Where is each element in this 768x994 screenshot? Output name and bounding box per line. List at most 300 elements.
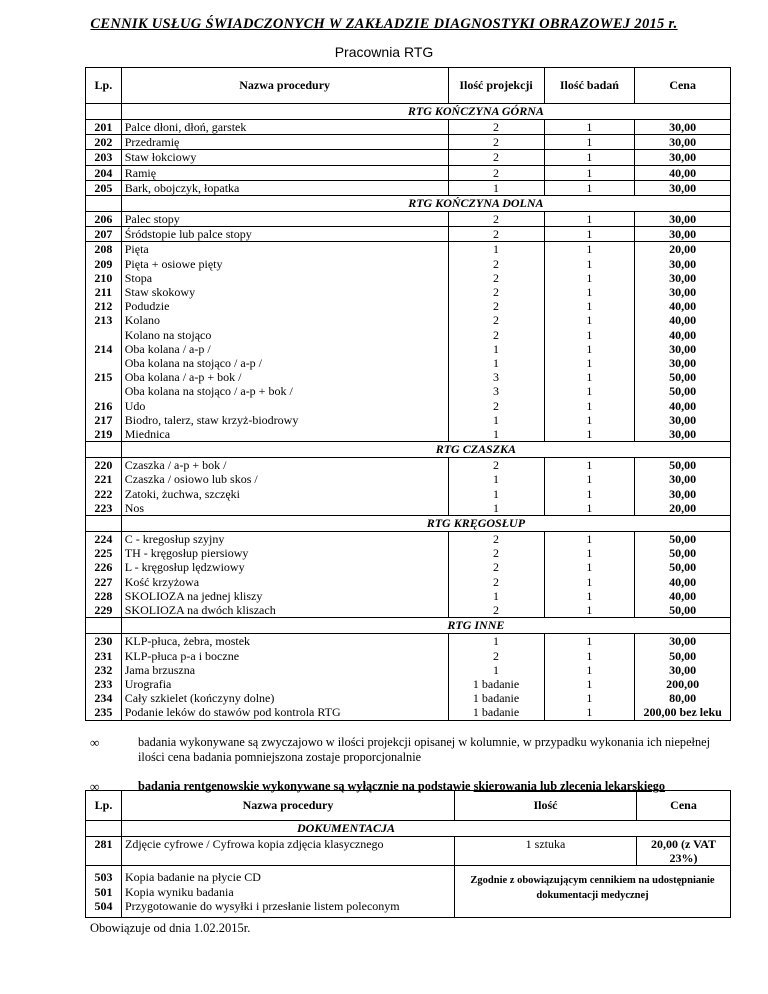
- row-price: 50,00: [669, 370, 697, 385]
- section-spacer: [86, 104, 122, 120]
- row-count-cell: [544, 165, 635, 180]
- row-lp: 209: [94, 256, 113, 271]
- row-count: 1: [586, 691, 593, 706]
- table-row: [86, 242, 731, 442]
- row-count-cell: [544, 634, 635, 720]
- table-row: [86, 634, 731, 720]
- doc-row-lp: 503: [94, 870, 113, 885]
- row-name: Kość krzyżowa: [124, 574, 200, 589]
- row-count-cell: [544, 242, 635, 442]
- row-lp: 212: [94, 299, 113, 314]
- row-lp: 216: [94, 398, 113, 413]
- row-name: Kolano na stojąco: [124, 327, 212, 342]
- row-count-cell: [544, 180, 635, 195]
- section-spacer: [86, 516, 122, 532]
- row-count: 1: [586, 412, 593, 427]
- row-price: 30,00: [669, 427, 697, 442]
- row-price: 50,00: [669, 560, 697, 575]
- row-lp-cell: [86, 180, 122, 195]
- row-count: 1: [586, 648, 593, 663]
- section-title-text: RTG KRĘGOSŁUP: [426, 516, 526, 531]
- row-price: 40,00: [669, 398, 697, 413]
- section-title: [121, 618, 730, 634]
- row-projections: 1: [493, 662, 500, 677]
- row-projections: 2: [493, 285, 500, 300]
- row-projections: 1: [493, 242, 500, 257]
- row-name-cell: [121, 458, 448, 516]
- row-lp-cell: [86, 150, 122, 165]
- row-name: Jama brzuszna: [124, 662, 196, 677]
- row-count: 1: [586, 458, 593, 473]
- col-price: Cena: [635, 68, 731, 104]
- row-count: 1: [586, 472, 593, 487]
- row-name-cell: [121, 180, 448, 195]
- doc-col-lp: Lp.: [86, 791, 122, 821]
- row-name-cell: [121, 242, 448, 442]
- row-lp: 217: [94, 412, 113, 427]
- section-title-text: RTG INNE: [447, 618, 505, 633]
- row-projections: 1: [493, 180, 500, 195]
- row-lp-cell: [86, 458, 122, 516]
- documentation-table: [85, 790, 731, 918]
- note-text: badania wykonywane są zwyczajowo w ilości projekcji opisanej w kolumnie, w przypadku wykonania ich niepełnej ilości cena badania pomniejszona zostaje proporcjonalnie: [138, 735, 710, 764]
- row-name-cell: [121, 212, 448, 227]
- row-count: 1: [586, 603, 593, 618]
- row-count-cell: [544, 212, 635, 227]
- row-lp: 233: [94, 676, 113, 691]
- row-count: 1: [586, 120, 593, 134]
- row-price: 30,00: [669, 412, 697, 427]
- row-lp: 232: [94, 662, 113, 677]
- table-row: [86, 150, 731, 165]
- row-projections: 2: [493, 313, 500, 328]
- doc-row-lp-cell: [86, 866, 122, 918]
- table-header-row: [86, 68, 731, 104]
- row-price: 30,00: [669, 356, 697, 371]
- row-name: Czaszka / osiowo lub skos /: [124, 472, 258, 487]
- row-name: Oba kolana / a-p /: [124, 341, 211, 356]
- row-price: 30,00: [669, 472, 697, 487]
- row-price: 40,00: [669, 299, 697, 314]
- row-price-cell: [635, 212, 731, 227]
- section-row: [86, 442, 731, 458]
- row-projections: 1: [493, 472, 500, 487]
- section-spacer: [86, 821, 122, 837]
- doc-row: [86, 837, 731, 866]
- doc-row-lp: 504: [94, 898, 113, 913]
- note-text-underlined: skierowania lub zlecenia lekarskiego: [473, 779, 665, 793]
- row-price: 80,00: [669, 691, 697, 706]
- row-price: 40,00: [669, 165, 697, 180]
- row-projections: 3: [493, 370, 500, 385]
- row-projections: 2: [493, 227, 500, 242]
- row-count: 1: [586, 180, 593, 195]
- row-price: 30,00: [669, 227, 697, 242]
- section-title: [121, 196, 730, 212]
- row-count: 1: [586, 165, 593, 180]
- row-name: KLP-płuca p-a i boczne: [124, 648, 240, 663]
- document-subtitle: Pracownia RTG: [334, 44, 434, 60]
- row-projections: 2: [493, 398, 500, 413]
- row-projections-cell: [448, 180, 544, 195]
- row-projections: 2: [493, 120, 500, 134]
- row-lp: 226: [94, 560, 113, 575]
- doc-row-name: Kopia wyniku badania: [125, 884, 234, 899]
- row-lp: 202: [94, 135, 113, 150]
- row-name: Oba kolana na stojąco / a-p /: [124, 356, 263, 371]
- row-name-cell: [121, 120, 448, 135]
- section-spacer: [86, 196, 122, 212]
- row-count: 1: [586, 560, 593, 575]
- section-title-text: RTG KOŃCZYNA GÓRNA: [407, 104, 544, 118]
- validity-date: Obowiązuje od dnia 1.02.2015r.: [90, 921, 251, 935]
- row-name: Przedramię: [124, 135, 180, 150]
- row-lp: 215: [94, 370, 113, 385]
- row-lp: 210: [94, 270, 113, 285]
- col-count: Ilość badań: [544, 68, 635, 104]
- row-lp: 225: [94, 546, 113, 561]
- row-lp: 208: [94, 242, 113, 257]
- row-count: 1: [586, 150, 593, 165]
- section-spacer: [86, 442, 122, 458]
- row-count: 1: [586, 427, 593, 442]
- row-projections-cell: [448, 634, 544, 720]
- row-price-cell: [635, 180, 731, 195]
- row-projections: 1: [493, 500, 500, 515]
- row-lp: [89, 328, 118, 342]
- row-name: Urografia: [124, 676, 172, 691]
- row-count: 1: [586, 676, 593, 691]
- row-price: 20,00: [669, 242, 697, 257]
- row-price: 50,00: [669, 648, 697, 663]
- row-price: 30,00: [669, 180, 697, 195]
- doc-col-qty: Ilość: [455, 791, 637, 821]
- row-count-cell: [544, 532, 635, 618]
- section-row: [86, 618, 731, 634]
- row-name: Czaszka / a-p + bok /: [124, 458, 227, 473]
- row-count: 1: [586, 500, 593, 515]
- row-count: 1: [586, 588, 593, 603]
- row-name: Śródstopie lub palce stopy: [124, 227, 252, 242]
- row-count: 1: [586, 634, 593, 649]
- row-name: Palec stopy: [124, 212, 180, 227]
- row-count: 1: [586, 384, 593, 399]
- row-count: 1: [586, 705, 593, 720]
- row-count: 1: [586, 285, 593, 300]
- row-price: 20,00: [669, 500, 697, 515]
- row-name: Oba kolana / a-p + bok /: [124, 370, 242, 385]
- row-lp-cell: [86, 135, 122, 150]
- row-name: TH - kręgosłup piersiowy: [124, 546, 249, 561]
- row-name-cell: [121, 165, 448, 180]
- col-projections: Ilość projekcji: [448, 68, 544, 104]
- row-lp: 204: [94, 165, 113, 180]
- price-table: [85, 67, 731, 721]
- row-price-cell: [635, 150, 731, 165]
- row-projections: 1 badanie: [472, 691, 520, 706]
- row-projections: 1: [493, 356, 500, 371]
- row-price: 50,00: [669, 546, 697, 561]
- row-price: 50,00: [669, 458, 697, 473]
- note-text: badania rentgenowskie wykonywane są wyłącznie na podstawie: [138, 779, 474, 793]
- row-name: L - kręgosłup lędzwiowy: [124, 560, 245, 575]
- row-count: 1: [586, 356, 593, 371]
- row-projections: 2: [493, 165, 500, 180]
- row-projections: 2: [493, 560, 500, 575]
- row-projections: 2: [493, 458, 500, 473]
- row-price: 30,00: [669, 150, 697, 165]
- row-price: 30,00: [669, 270, 697, 285]
- row-name: Nos: [124, 500, 145, 515]
- row-price: 40,00: [669, 327, 697, 342]
- row-count: 1: [586, 299, 593, 314]
- section-title-text: RTG CZASZKA: [435, 442, 517, 457]
- doc-row-qty: 1 sztuka: [455, 837, 637, 866]
- row-name: Oba kolana na stojąco / a-p + bok /: [124, 384, 293, 399]
- row-lp: 234: [94, 691, 113, 706]
- row-count-cell: [544, 120, 635, 135]
- row-projections-cell: [448, 165, 544, 180]
- row-price-cell: [635, 458, 731, 516]
- section-row: [86, 516, 731, 532]
- row-name: Cały szkielet (kończyny dolne): [124, 691, 275, 706]
- row-name-cell: [121, 634, 448, 720]
- row-price: 200,00 bez leku: [643, 705, 722, 720]
- row-count: 1: [586, 270, 593, 285]
- note-projections: [90, 735, 730, 765]
- row-lp: 213: [94, 313, 113, 328]
- doc-row-name: Zdjęcie cyfrowe / Cyfrowa kopia zdjęcia klasycznego: [122, 837, 455, 866]
- row-projections: 2: [493, 532, 500, 547]
- table-row: [86, 120, 731, 135]
- row-lp: 221: [94, 472, 113, 487]
- row-projections: 3: [493, 384, 500, 399]
- section-title: [121, 442, 730, 458]
- section-title-text: RTG KOŃCZYNA DOLNA: [408, 196, 544, 211]
- row-projections-cell: [448, 120, 544, 135]
- row-price: 30,00: [669, 662, 697, 677]
- row-price: 30,00: [669, 486, 697, 501]
- row-lp: 219: [94, 427, 113, 442]
- row-name-cell: [121, 135, 448, 150]
- row-count-cell: [544, 458, 635, 516]
- row-count: 1: [586, 135, 593, 150]
- bullet-icon: ∞: [90, 779, 100, 794]
- row-count: 1: [586, 327, 593, 342]
- table-row: [86, 135, 731, 150]
- row-projections: 1: [493, 341, 500, 356]
- row-price: 30,00: [669, 634, 697, 649]
- row-lp-cell: [86, 532, 122, 618]
- row-price: 40,00: [669, 574, 697, 589]
- row-price: 200,00: [666, 676, 700, 691]
- row-price: 30,00: [669, 135, 697, 150]
- row-lp: 211: [94, 285, 113, 300]
- row-price: 30,00: [669, 256, 697, 271]
- row-lp: 207: [94, 227, 113, 242]
- doc-row: [86, 866, 731, 918]
- row-projections: 2: [493, 212, 500, 227]
- row-name: Palce dłoni, dłoń, garstek: [124, 120, 247, 134]
- row-lp-cell: [86, 634, 122, 720]
- row-projections: 1: [493, 588, 500, 603]
- row-name: Staw łokciowy: [124, 150, 197, 165]
- row-count-cell: [544, 227, 635, 242]
- section-spacer: [86, 618, 122, 634]
- table-row: [86, 532, 731, 618]
- row-name: Staw skokowy: [124, 285, 196, 300]
- row-projections: 2: [493, 327, 500, 342]
- doc-row-lp: 501: [94, 884, 113, 899]
- row-count: 1: [586, 256, 593, 271]
- row-count: 1: [586, 398, 593, 413]
- table-row: [86, 180, 731, 195]
- row-name: Ramię: [124, 165, 157, 180]
- row-price: 40,00: [669, 588, 697, 603]
- row-projections: 2: [493, 270, 500, 285]
- row-count: 1: [586, 370, 593, 385]
- row-lp: 227: [94, 574, 113, 589]
- row-count-cell: [544, 150, 635, 165]
- col-lp: Lp.: [86, 68, 122, 104]
- row-count: 1: [586, 341, 593, 356]
- row-lp: 224: [94, 532, 113, 547]
- table-row: [86, 165, 731, 180]
- row-projections: 1: [493, 427, 500, 442]
- doc-row-lp: 281: [86, 837, 122, 866]
- row-lp: 222: [94, 486, 113, 501]
- doc-row-name: Przygotowanie do wysyłki i przesłanie listem poleconym: [125, 898, 400, 913]
- row-count-cell: [544, 135, 635, 150]
- row-count: 1: [586, 574, 593, 589]
- row-name: Kolano: [124, 313, 161, 328]
- doc-row-price: 20,00 (z VAT 23%): [637, 837, 731, 866]
- row-projections: 1: [493, 486, 500, 501]
- row-projections-cell: [448, 227, 544, 242]
- row-price-cell: [635, 135, 731, 150]
- row-price: 30,00: [669, 285, 697, 300]
- row-price-cell: [635, 165, 731, 180]
- row-name: KLP-płuca, żebra, mostek: [124, 634, 251, 649]
- doc-section-title: DOKUMENTACJA: [122, 821, 731, 837]
- row-projections: 2: [493, 546, 500, 561]
- document-title: CENNIK USŁUG ŚWIADCZONYCH W ZAKŁADZIE DIAGNOSTYKI OBRAZOWEJ 2015 r.: [90, 16, 678, 32]
- doc-row-name-cell: [122, 866, 455, 918]
- row-name: C - kregosłup szyjny: [124, 532, 225, 547]
- row-projections: 2: [493, 299, 500, 314]
- row-projections-cell: [448, 212, 544, 227]
- row-projections: 2: [493, 648, 500, 663]
- row-lp: 205: [94, 180, 113, 195]
- row-price: 40,00: [669, 313, 697, 328]
- row-lp: 220: [94, 458, 113, 473]
- row-count: 1: [586, 227, 593, 242]
- bullet-icon: ∞: [90, 735, 100, 750]
- row-name: Udo: [124, 398, 146, 413]
- row-lp-cell: [86, 212, 122, 227]
- row-price: 50,00: [669, 532, 697, 547]
- row-count: 1: [586, 546, 593, 561]
- row-lp: 214: [94, 341, 113, 356]
- row-projections-cell: [448, 458, 544, 516]
- row-lp: 228: [94, 588, 113, 603]
- row-price: 50,00: [669, 384, 697, 399]
- row-price-cell: [635, 242, 731, 442]
- row-projections: 2: [493, 574, 500, 589]
- row-projections: 1 badanie: [472, 705, 520, 720]
- row-projections-cell: [448, 135, 544, 150]
- row-lp: 230: [94, 634, 113, 649]
- table-row: [86, 212, 731, 227]
- row-count: 1: [586, 212, 593, 227]
- section-title: [121, 104, 730, 120]
- row-name: Stopa: [124, 270, 153, 285]
- row-lp-cell: [86, 227, 122, 242]
- row-name: SKOLIOZA na dwóch kliszach: [124, 603, 276, 618]
- row-name-cell: [121, 227, 448, 242]
- row-name: Podanie leków do stawów pod kontrola RTG: [124, 705, 341, 720]
- row-price: 30,00: [669, 341, 697, 356]
- row-name: Pięta + osiowe pięty: [124, 256, 223, 271]
- section-row: [86, 104, 731, 120]
- row-projections-cell: [448, 532, 544, 618]
- doc-header-row: [86, 791, 731, 821]
- table-row: [86, 458, 731, 516]
- row-name-cell: [121, 150, 448, 165]
- row-projections: 1: [493, 412, 500, 427]
- row-price-cell: [635, 227, 731, 242]
- doc-row-name: Kopia badanie na płycie CD: [125, 870, 261, 885]
- row-price: 30,00: [669, 120, 697, 134]
- row-name: Pięta: [124, 242, 149, 257]
- row-name: Zatoki, żuchwa, szczęki: [124, 486, 241, 501]
- row-count: 1: [586, 242, 593, 257]
- section-title: [121, 516, 730, 532]
- row-lp: 231: [94, 648, 113, 663]
- row-lp: [89, 356, 118, 370]
- row-lp-cell: [86, 120, 122, 135]
- row-projections-cell: [448, 242, 544, 442]
- row-lp-cell: [86, 242, 122, 442]
- row-name: Miednica: [124, 427, 171, 442]
- row-name: Podudzie: [124, 299, 170, 314]
- row-projections: 2: [493, 603, 500, 618]
- row-projections: 1: [493, 634, 500, 649]
- row-lp: 203: [94, 150, 113, 165]
- row-price-cell: [635, 634, 731, 720]
- row-projections: 2: [493, 135, 500, 150]
- row-projections-cell: [448, 150, 544, 165]
- row-projections: 1 badanie: [472, 676, 520, 691]
- row-name: Bark, obojczyk, łopatka: [124, 180, 240, 195]
- row-projections: 2: [493, 150, 500, 165]
- row-projections: 2: [493, 256, 500, 271]
- row-lp: 229: [94, 603, 113, 618]
- row-lp: 201: [94, 120, 113, 134]
- row-price-cell: [635, 532, 731, 618]
- row-lp-cell: [86, 165, 122, 180]
- row-lp: 235: [94, 705, 113, 720]
- doc-col-name: Nazwa procedury: [122, 791, 455, 821]
- row-name-cell: [121, 532, 448, 618]
- row-count: 1: [586, 662, 593, 677]
- table-row: [86, 227, 731, 242]
- row-count: 1: [586, 532, 593, 547]
- row-name: SKOLIOZA na jednej kliszy: [124, 588, 263, 603]
- doc-section-row: [86, 821, 731, 837]
- row-name: Biodro, talerz, staw krzyż-biodrowy: [124, 412, 299, 427]
- row-count: 1: [586, 486, 593, 501]
